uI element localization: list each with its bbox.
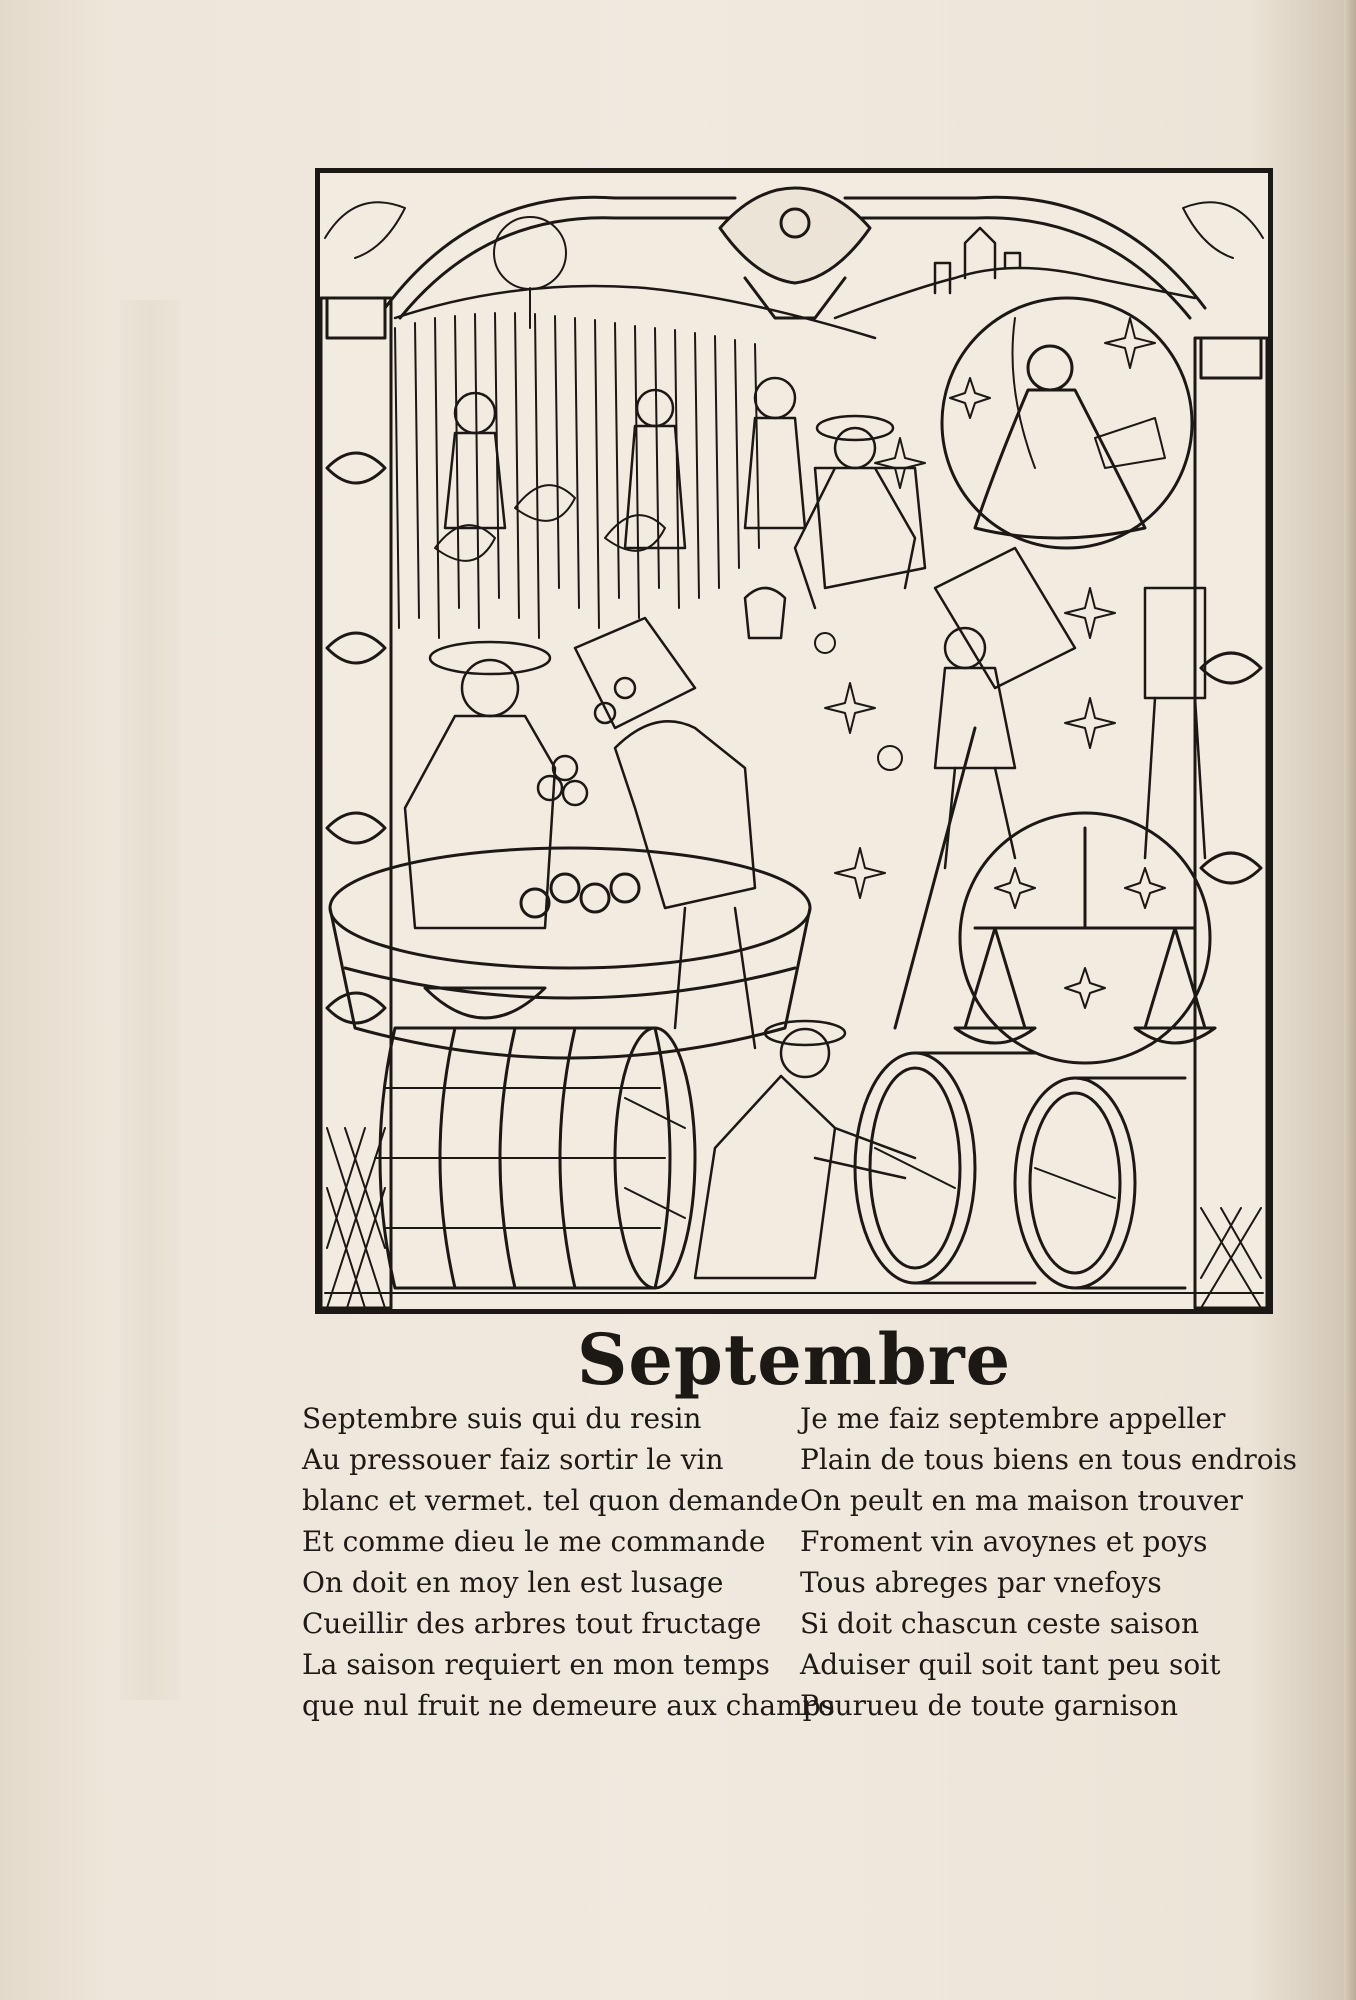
verse-line: On peult en ma maison trouver bbox=[800, 1484, 1243, 1517]
verse-line: Pourueu de toute garnison bbox=[800, 1689, 1179, 1722]
verse-line: que nul fruit ne demeure aux champs bbox=[302, 1689, 835, 1722]
verse-line: Plain de tous biens en tous endrois bbox=[800, 1443, 1297, 1476]
verse-left-column bbox=[302, 1398, 835, 1726]
verse-line: Septembre suis qui du resin bbox=[302, 1402, 702, 1435]
verse-line: Et comme dieu le me commande bbox=[302, 1525, 766, 1558]
page-edge bbox=[1344, 0, 1356, 2000]
verse-line: Au pressouer faiz sortir le vin bbox=[302, 1443, 724, 1476]
verse-line: blanc et vermet. tel quon demande bbox=[302, 1484, 799, 1517]
verse-line: On doit en moy len est lusage bbox=[302, 1566, 724, 1599]
verse-line: Froment vin avoynes et poys bbox=[800, 1525, 1208, 1558]
page-title: Septembre bbox=[576, 1318, 1012, 1401]
woodcut-illustration bbox=[315, 168, 1273, 1314]
verse-line: Cueillir des arbres tout fructage bbox=[302, 1607, 762, 1640]
show-through-shadow bbox=[120, 300, 180, 1700]
verse-line: La saison requiert en mon temps bbox=[302, 1648, 770, 1681]
verse-line: Si doit chascun ceste saison bbox=[800, 1607, 1199, 1640]
verse-line: Je me faiz septembre appeller bbox=[800, 1402, 1226, 1435]
verse-line: Aduiser quil soit tant peu soit bbox=[800, 1648, 1221, 1681]
verse-right-column bbox=[800, 1398, 1320, 1726]
verse-line: Tous abreges par vnefoys bbox=[800, 1566, 1162, 1599]
